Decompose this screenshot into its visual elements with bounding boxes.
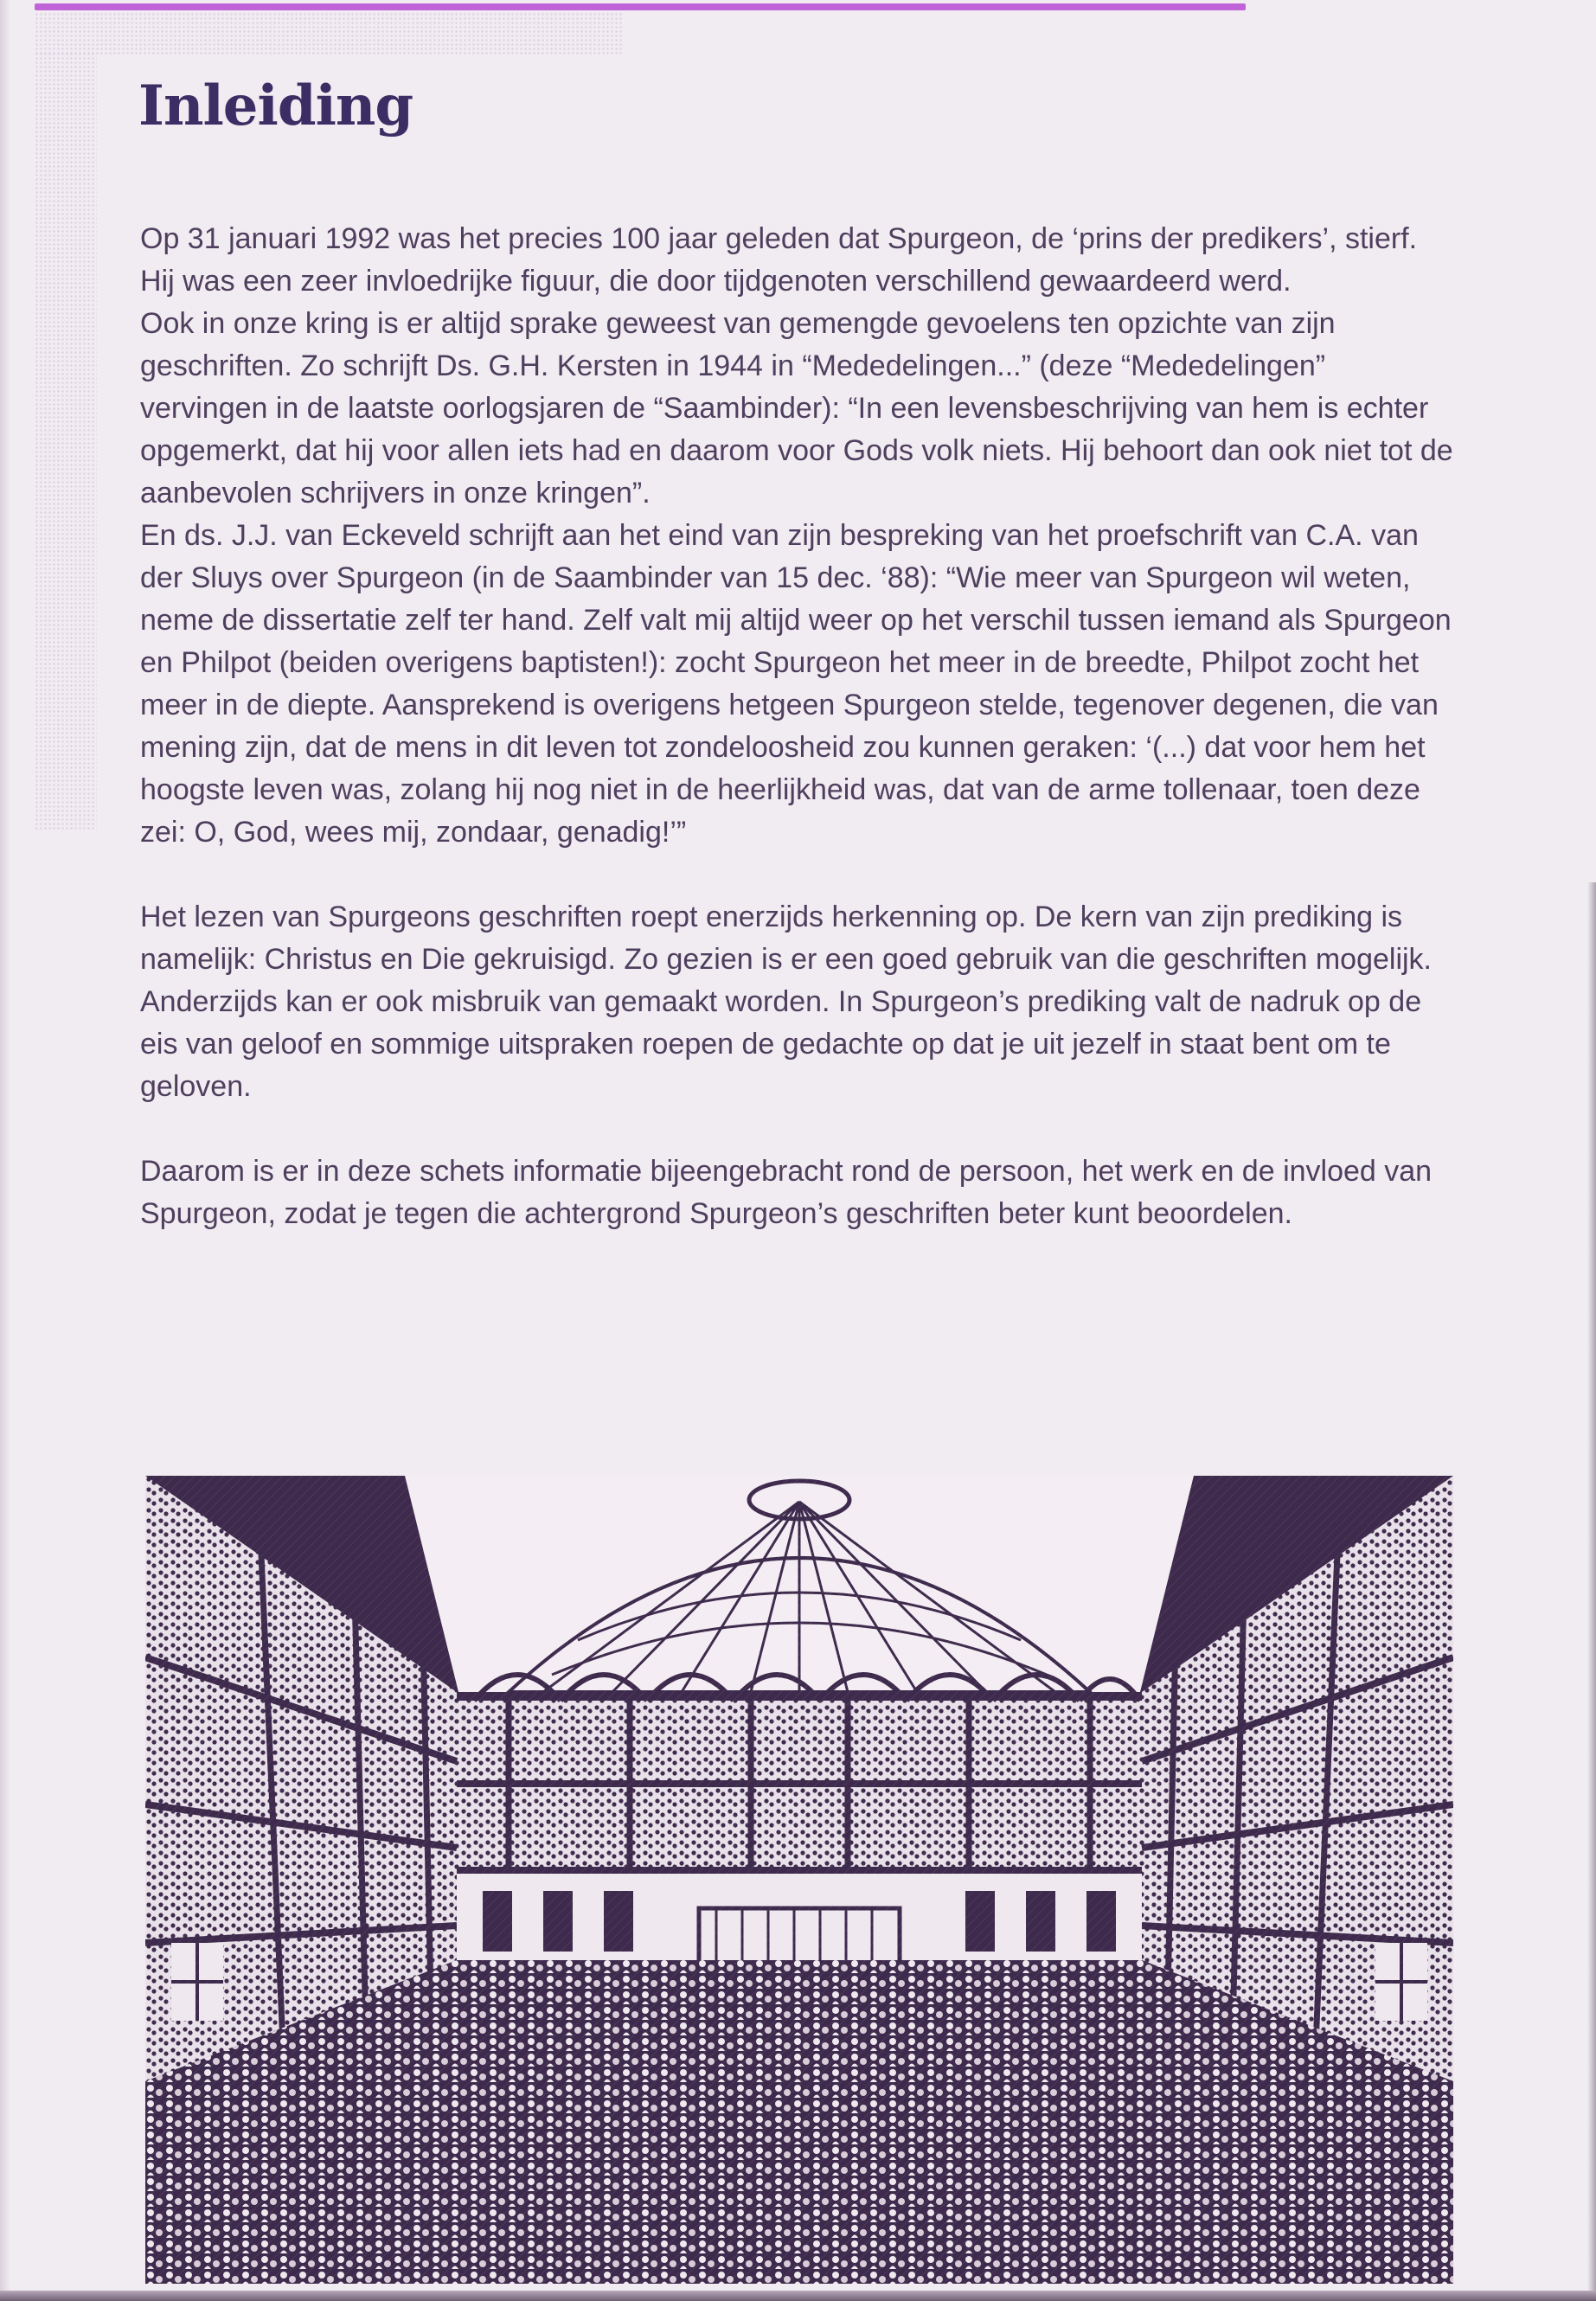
tabernacle-interior-engraving xyxy=(145,1476,1453,2284)
article-body xyxy=(140,218,1455,1235)
page-title: Inleiding xyxy=(138,74,413,138)
page-edge-right xyxy=(1587,882,1596,2301)
page-edge-left xyxy=(0,0,10,2301)
paragraph-2: Ook in onze kring is er altijd sprake geweest van gemengde gevoelens ten opzichte van zijn geschriften. Zo schrijft Ds. G.H. Kersten in 1944 in “Mededelingen...” (deze “Mededelingen” vervingen in de laatste oorlogsjaren de “Saambinder): “In een levensbeschrijving van hem is echter opgemerkt, dat hij voor allen iets had en daarom voor Gods volk niets. Hij behoort dan ook niet tot de aanbevolen schrijvers in onze kringen”. xyxy=(140,307,1453,510)
paragraph-5: Daarom is er in deze schets informatie bijeengebracht rond de persoon, het werk en de invloed van Spurgeon, zodat je tegen die achtergrond Spurgeon’s geschriften beter kunt beoordelen. xyxy=(140,1155,1433,1230)
paragraph-3: En ds. J.J. van Eckeveld schrijft aan het eind van zijn bespreking van het proefschrift van C.A. van der Sluys over Spurgeon (in de Saambinder van 15 dec. ‘88): “Wie meer van Spurgeon wil weten, neme de dissertatie zelf ter hand. Zelf valt mij altijd weer op het verschil tussen iemand als Spurgeon en Philpot (beiden overigens baptisten!): zocht Spurgeon het meer in de breedte, Philpot zocht het meer in de diepte. Aansprekend is overigens hetgeen Spurgeon stelde, tegenover degenen, die van mening zijn, dat de mens in dit leven tot zondeloosheid zou kunnen geraken: ‘(...) dat voor hem het hoogste leven was, zolang hij nog niet in de heerlijkheid was, dat van de arme tollenaar, toen deze zei: O, God, wees mij, zondaar, genadig!’” xyxy=(140,519,1452,849)
engraving-drawing xyxy=(145,1476,1453,2284)
paragraph-1: Op 31 januari 1992 was het precies 100 jaar geleden dat Spurgeon, de ‘prins der predikers’, stierf. Hij was een zeer invloedrijke figuur, die door tijdgenoten verschillend gewaardeerd werd. xyxy=(140,222,1418,298)
page-edge-bottom xyxy=(0,2291,1596,2301)
decorative-screen-left xyxy=(35,52,97,830)
accent-rule xyxy=(35,3,1246,10)
decorative-screen-top xyxy=(35,12,623,55)
paragraph-4: Het lezen van Spurgeons geschriften roept enerzijds herkenning op. De kern van zijn prediking is namelijk: Christus en Die gekruisigd. Zo gezien is er een goed gebruik van die geschriften mogelijk. Anderzijds kan er ook misbruik van gemaakt worden. In Spurgeon’s prediking valt de nadruk op de eis van geloof en sommige uitspraken roepen de gedachte op dat je uit jezelf in staat bent om te geloven. xyxy=(140,901,1432,1103)
